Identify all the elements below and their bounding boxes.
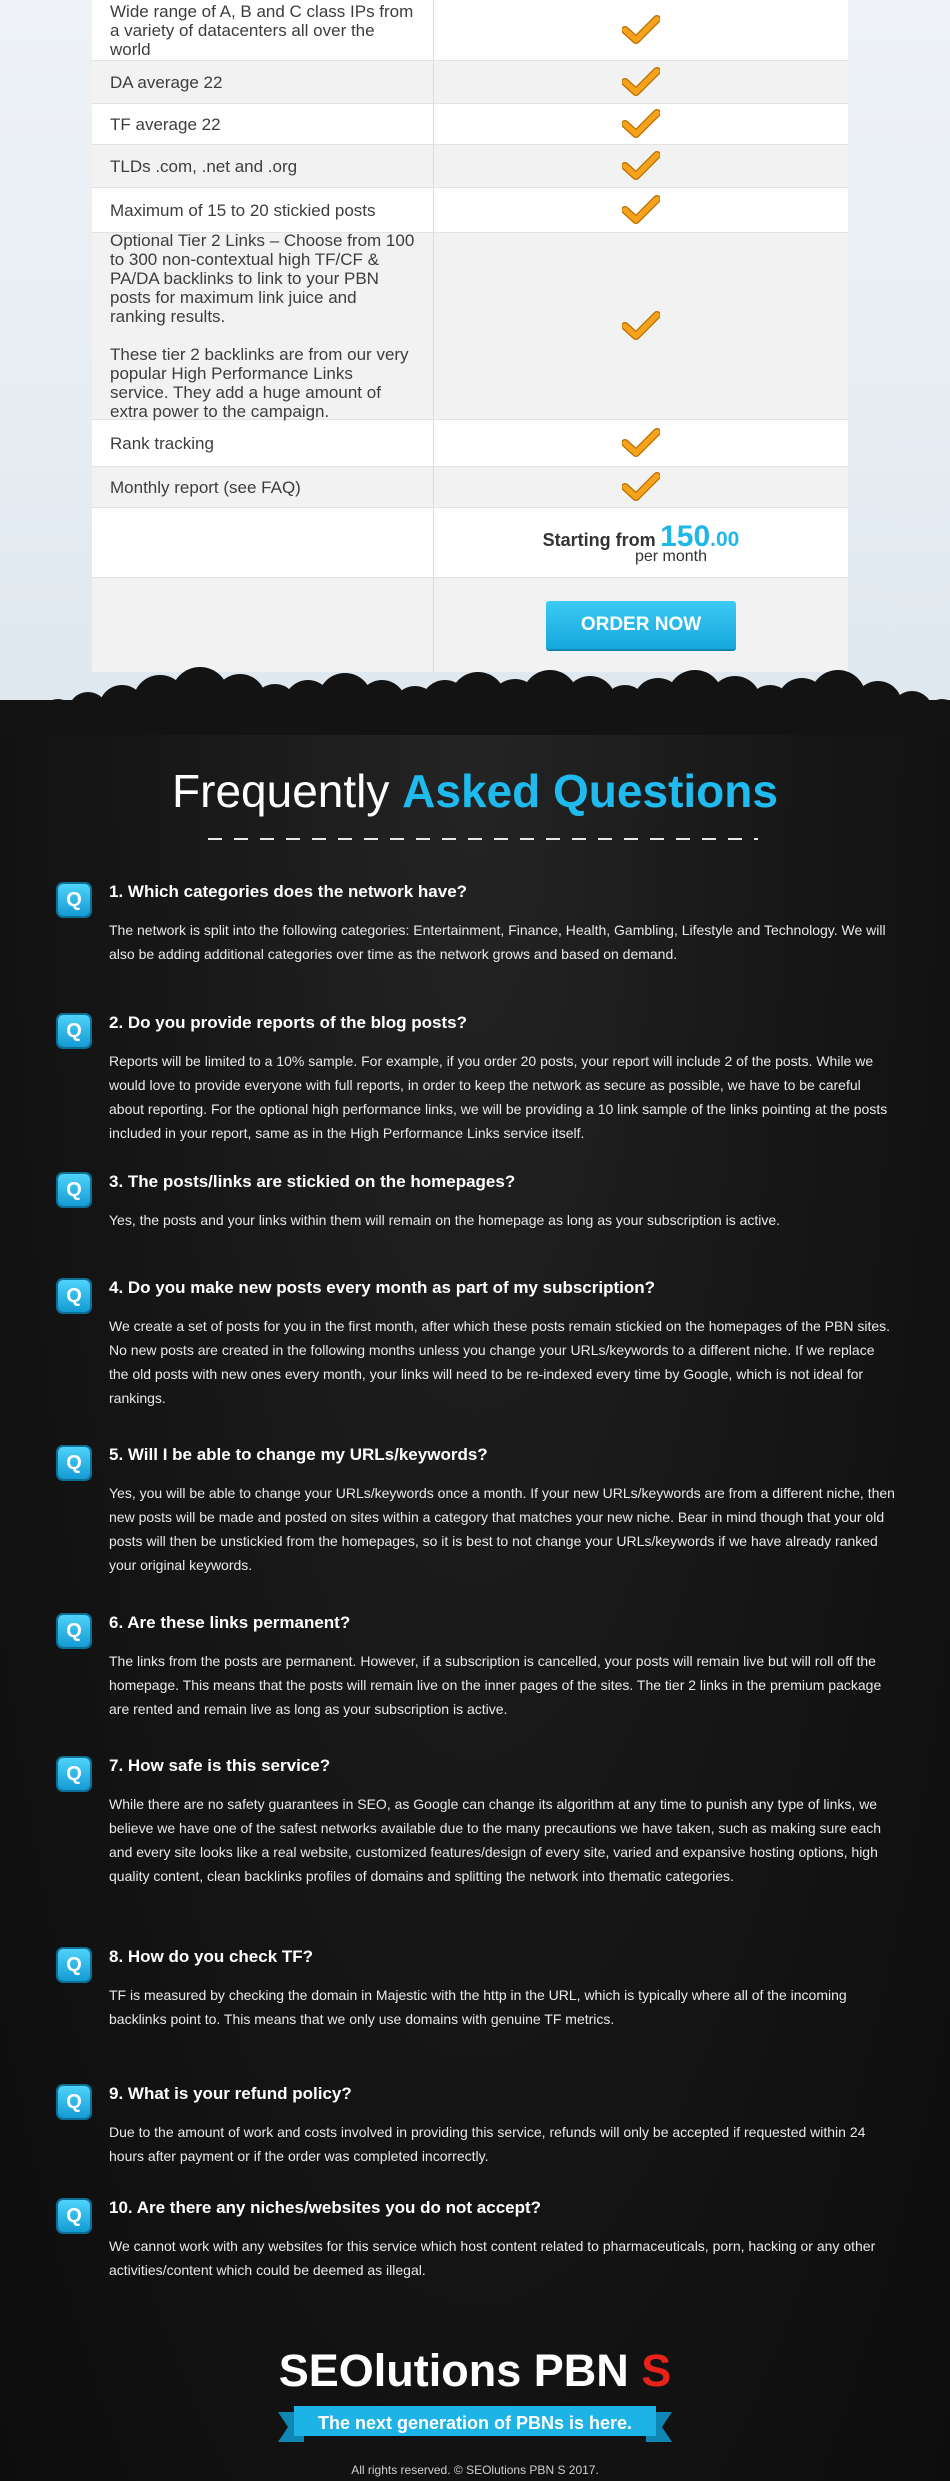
q-badge-icon: Q <box>58 1758 90 1790</box>
feature-row <box>92 188 848 233</box>
q-badge-icon: Q <box>58 884 90 916</box>
faq-section <box>0 735 950 2481</box>
faq-answer: The network is split into the following categories: Entertainment, Finance, Health, Gambling, Lifestyle and Technology. We will also be adding additional categories over time as the network grows and based on demand. <box>109 922 886 962</box>
feature-label: Wide range of A, B and C class IPs from a variety of datacenters all over the world <box>92 0 434 60</box>
q-badge-icon: Q <box>58 1615 90 1647</box>
faq-question: 10. Are there any niches/websites you do not accept? <box>109 2198 542 2217</box>
faq-question: 1. Which categories does the network have? <box>109 882 468 901</box>
copyright: All rights reserved. © SEOlutions PBN S 2017. <box>351 2463 599 2477</box>
q-badge-icon: Q <box>58 2086 90 2118</box>
feature-label: Rank tracking <box>92 420 434 466</box>
faq-answer: While there are no safety guarantees in SEO, as Google can change its algorithm at any time to punish any type of links, we believe we have one of the safest networks available due to the many precautions we have taken, such as making sure each and every site looks like a real website, customized features/design of every site, varied and expansive hosting options, high quality content, clean backlinks profiles of domains and splitting the network into thematic categories. <box>109 1796 882 1884</box>
price-period: per month <box>634 547 708 565</box>
feature-label: DA average 22 <box>92 61 434 103</box>
checkmark-icon <box>622 428 660 458</box>
faq-question: 3. The posts/links are stickied on the homepages? <box>109 1172 516 1191</box>
q-badge-icon: Q <box>58 2200 90 2232</box>
faq-question: 5. Will I be able to change my URLs/keywords? <box>109 1445 488 1464</box>
price-display <box>543 520 740 566</box>
faq-answer: Yes, the posts and your links within them will remain on the homepage as long as your subscription is active. <box>109 1212 781 1228</box>
cloud-divider <box>0 660 950 740</box>
checkmark-icon <box>622 109 660 139</box>
faq-answer: TF is measured by checking the domain in Majestic with the http in the URL, which is typically where all of the incoming backlinks point to. This means that we only use domains with genuine TF metrics. <box>109 1987 847 2027</box>
price-prefix: Starting from <box>542 529 656 550</box>
q-badge-icon: Q <box>58 1949 90 1981</box>
price-row <box>92 508 848 578</box>
feature-label: TF average 22 <box>92 104 434 144</box>
feature-label: TLDs .com, .net and .org <box>92 145 434 187</box>
footer-logo[interactable]: SEOlutions PBN S <box>278 2345 672 2396</box>
faq-question: 2. Do you provide reports of the blog posts? <box>109 1013 467 1032</box>
faq-answer: The links from the posts are permanent. However, if a subscription is cancelled, your posts will remain live but will roll off the homepage. This means that the posts will remain live on the inner pages of the sites. The tier 2 links in the premium package are rented and remain live as long as your subscription is active. <box>109 1653 882 1717</box>
feature-label: Monthly report (see FAQ) <box>92 467 434 507</box>
feature-label: Optional Tier 2 Links – Choose from 100 to 300 non-contextual high TF/CF & PA/DA backlinks to link to your PBN posts for maximum link juice and ranking results. These tier 2 backlinks are from our very popular High Performance Links service. They add a huge amount of extra power to the campaign. <box>92 233 434 419</box>
feature-row <box>92 104 848 145</box>
feature-row <box>92 61 848 104</box>
faq-question: 8. How do you check TF? <box>109 1947 314 1966</box>
title-divider <box>208 838 758 840</box>
pricing-section <box>0 0 950 700</box>
tagline: The next generation of PBNs is here. <box>317 2413 633 2433</box>
faq-answer: We create a set of posts for you in the first month, after which these posts remain stickied on the homepages of the PBN sites. No new posts are created in the following months unless you change your URLs/keywords to a different niche. If we replace the old posts with new ones every month, your links will need to be re-indexed every time by Google, which is not ideal for rankings. <box>109 1318 891 1406</box>
checkmark-icon <box>622 311 660 341</box>
q-badge-icon: Q <box>58 1447 90 1479</box>
faq-question: 6. Are these links permanent? <box>109 1613 351 1632</box>
order-row <box>92 578 848 672</box>
faq-title: Frequently Asked Questions <box>172 765 778 817</box>
checkmark-icon <box>622 195 660 225</box>
faq-answer: Reports will be limited to a 10% sample. For example, if you order 20 posts, your report will include 2 of the posts. While we would love to provide everyone with full reports, in order to keep the network as secure as possible, we have to be careful about reporting. For the optional high performance links, we will be providing a 10 link sample of the links pointing at the posts included in your report, same as in the High Performance Links service itself. <box>109 1053 888 1141</box>
checkmark-icon <box>622 67 660 97</box>
feature-row <box>92 467 848 508</box>
feature-row <box>92 145 848 188</box>
faq-question: 7. How safe is this service? <box>109 1756 331 1775</box>
faq-answer: Yes, you will be able to change your URLs/keywords once a month. If your new URLs/keywords are from a different niche, then new posts will be made and posted on sites within a category that matches your new niche. Bear in mind though that your old posts will then be unstickied from the homepages, so it is best to not change your URLs/keywords if we have already ranked your original keywords. <box>109 1485 895 1573</box>
faq-answer: Due to the amount of work and costs involved in providing this service, refunds will only be accepted if requested within 24 hours after payment or if the order was completed incorrectly. <box>109 2124 866 2164</box>
checkmark-icon <box>622 15 660 45</box>
faq-answer: We cannot work with any websites for this service which host content related to pharmaceuticals, porn, hacking or any other activities/content which could be deemed as illegal. <box>109 2238 876 2278</box>
q-badge-icon: Q <box>58 1174 90 1206</box>
checkmark-icon <box>622 151 660 181</box>
checkmark-icon <box>622 472 660 502</box>
feature-row <box>92 0 848 61</box>
q-badge-icon: Q <box>58 1015 90 1047</box>
feature-label: Maximum of 15 to 20 stickied posts <box>92 188 434 232</box>
feature-row <box>92 420 848 467</box>
feature-row <box>92 233 848 420</box>
price-cents: .00 <box>710 527 740 551</box>
pricing-table <box>92 0 848 672</box>
q-badge-icon: Q <box>58 1280 90 1312</box>
price-amount: 150 <box>660 519 711 553</box>
faq-question: 9. What is your refund policy? <box>109 2084 352 2103</box>
faq-question: 4. Do you make new posts every month as part of my subscription? <box>109 1278 656 1297</box>
order-now-button[interactable]: ORDER NOW <box>546 601 736 649</box>
